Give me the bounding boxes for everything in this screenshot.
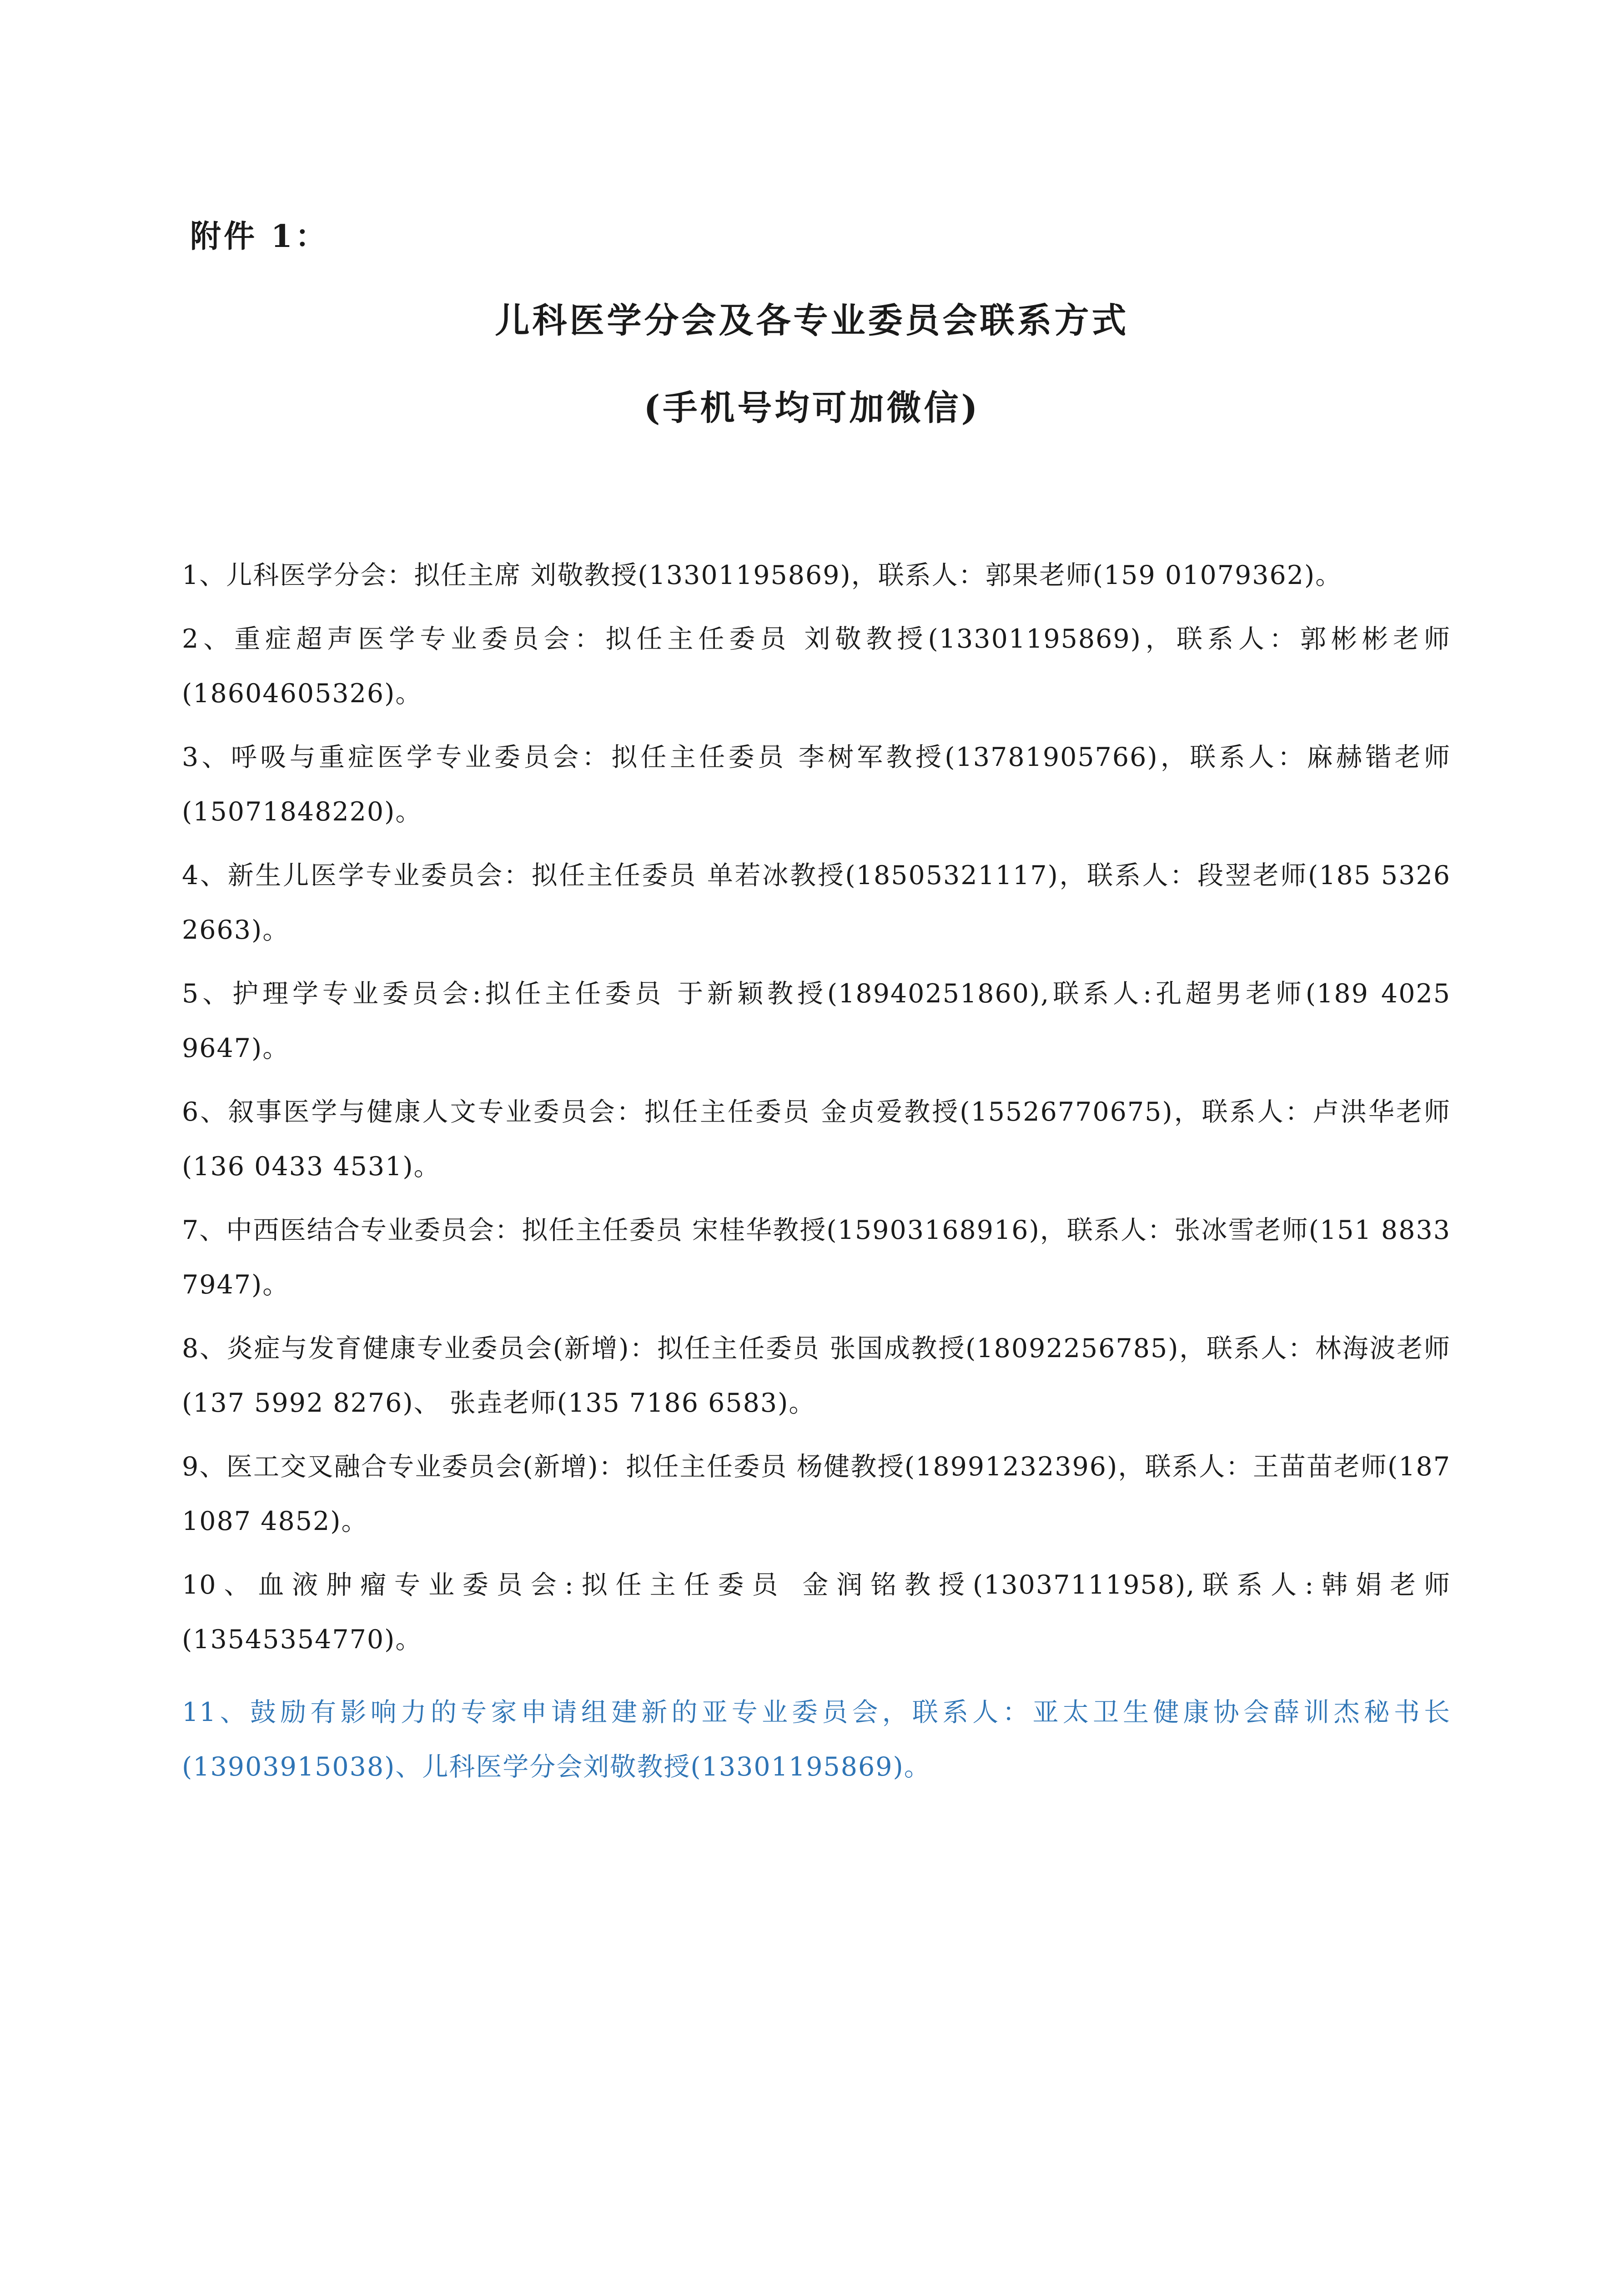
contact-entry-2: 2、重症超声医学专业委员会：拟任主任委员 刘敬教授(13301195869)，联系人：郭彬彬老师(18604605326)。 xyxy=(182,624,1451,709)
attachment-label: 附件 1： xyxy=(190,218,329,255)
contact-entry-6: 6、叙事医学与健康人文专业委员会：拟任主任委员 金贞爱教授(15526770675)，联系人：卢洪华老师(136 0433 4531)。 xyxy=(182,1097,1451,1182)
page-subtitle: (手机号均可加微信) xyxy=(644,387,980,428)
contact-entry-8: 8、炎症与发育健康专业委员会(新增)：拟任主任委员 张国成教授(18092256785)，联系人：林海波老师(137 5992 8276)、 张垚老师(135 7186 6583)。 xyxy=(182,1333,1451,1418)
contact-list xyxy=(182,548,1451,1803)
page-title: 儿科医学分会及各专业委员会联系方式 xyxy=(495,300,1129,341)
contact-entry-4: 4、新生儿医学专业委员会：拟任主任委员 单若冰教授(18505321117)，联系人：段翌老师(185 5326 2663)。 xyxy=(182,860,1451,945)
contact-entry-10: 10、血液肿瘤专业委员会:拟任主任委员 金润铭教授(13037111958),联系人:韩娟老师(13545354770)。 xyxy=(182,1570,1451,1655)
contact-entry-3: 3、呼吸与重症医学专业委员会：拟任主任委员 李树军教授(13781905766)，联系人：麻赫锴老师(15071848220)。 xyxy=(182,742,1451,827)
contact-entry-9: 9、医工交叉融合专业委员会(新增)：拟任主任委员 杨健教授(18991232396)，联系人：王苗苗老师(187 1087 4852)。 xyxy=(182,1452,1451,1536)
contact-entry-7: 7、中西医结合专业委员会：拟任主任委员 宋桂华教授(15903168916)，联系人：张冰雪老师(151 8833 7947)。 xyxy=(182,1215,1451,1300)
contact-entry-5: 5、护理学专业委员会:拟任主任委员 于新颖教授(18940251860),联系人:孔超男老师(189 4025 9647)。 xyxy=(182,979,1451,1063)
contact-entry-1: 1、儿科医学分会：拟任主席 刘敬教授(13301195869)，联系人：郭果老师(159 01079362)。 xyxy=(182,560,1342,590)
contact-entry-11-highlight: 11、鼓励有影响力的专家申请组建新的亚专业委员会，联系人：亚太卫生健康协会薛训杰秘书长(13903915038)、儿科医学分会刘敬教授(13301195869)。 xyxy=(182,1697,1451,1782)
